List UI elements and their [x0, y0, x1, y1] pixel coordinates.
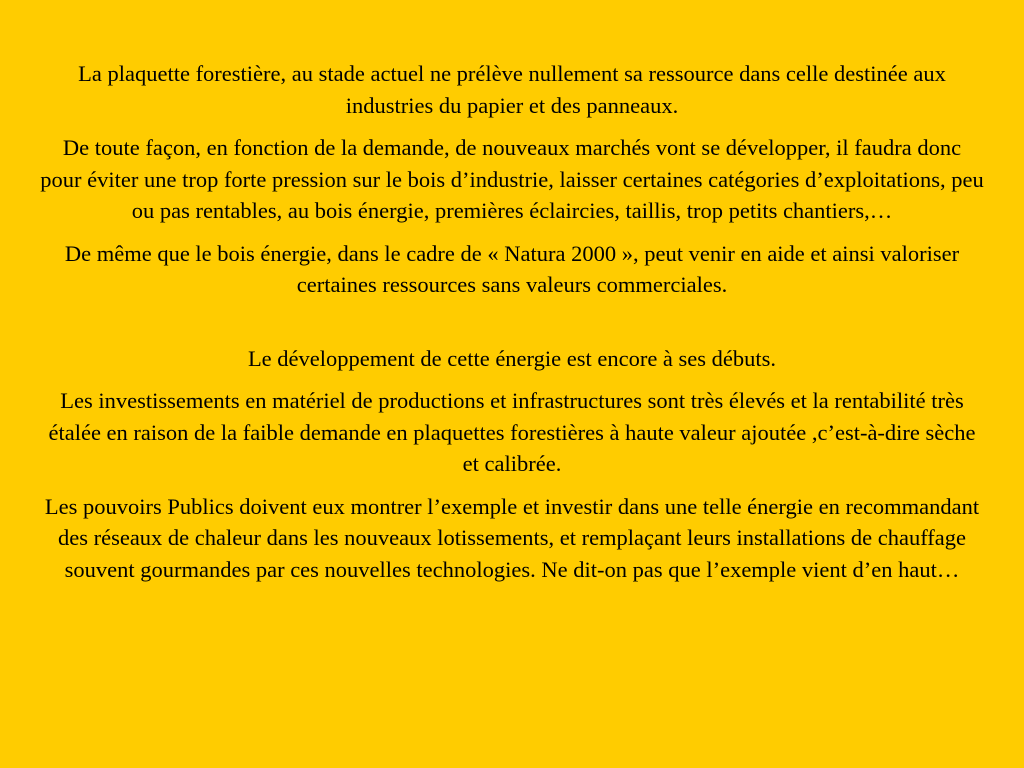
paragraph-development-start: Le développement de cette énergie est encore à ses débuts. — [247, 345, 777, 371]
paragraph-plaquette-resource: La plaquette forestière, au stade actuel ne prélève nullement sa ressource dans celle destinée aux industries du papier et des panneaux. — [78, 61, 946, 118]
paragraph-public-authorities: Les pouvoirs Publics doivent eux montrer l’exemple et investir dans une telle énergie en recommandant des réseaux de chaleur dans les nouveaux lotissements, et remplaçant leurs installations de chauffage souvent gourmandes par ces nouvelles technologies. Ne dit-on pas que l’exemple vient d’en haut… — [44, 493, 980, 582]
slide-text-body — [40, 58, 984, 596]
paragraph-natura-2000: De même que le bois énergie, dans le cadre de « Natura 2000 », peut venir en aide et ainsi valoriser certaines ressources sans valeurs commerciales. — [64, 240, 960, 297]
paragraph-investments: Les investissements en matériel de productions et infrastructures sont très élevés et la rentabilité très étalée en raison de la faible demande en plaquettes forestières à haute valeur ajoutée ,c’est-à-dire sèche et calibrée. — [48, 388, 976, 476]
paragraph-new-markets: De toute façon, en fonction de la demande, de nouveaux marchés vont se développer, il faudra donc pour éviter une trop forte pression sur le bois d’industrie, laisser certaines catégories d’exploitations, peu ou pas rentables, au bois énergie, premières éclaircies, taillis, trop petits chantiers,… — [40, 135, 984, 223]
